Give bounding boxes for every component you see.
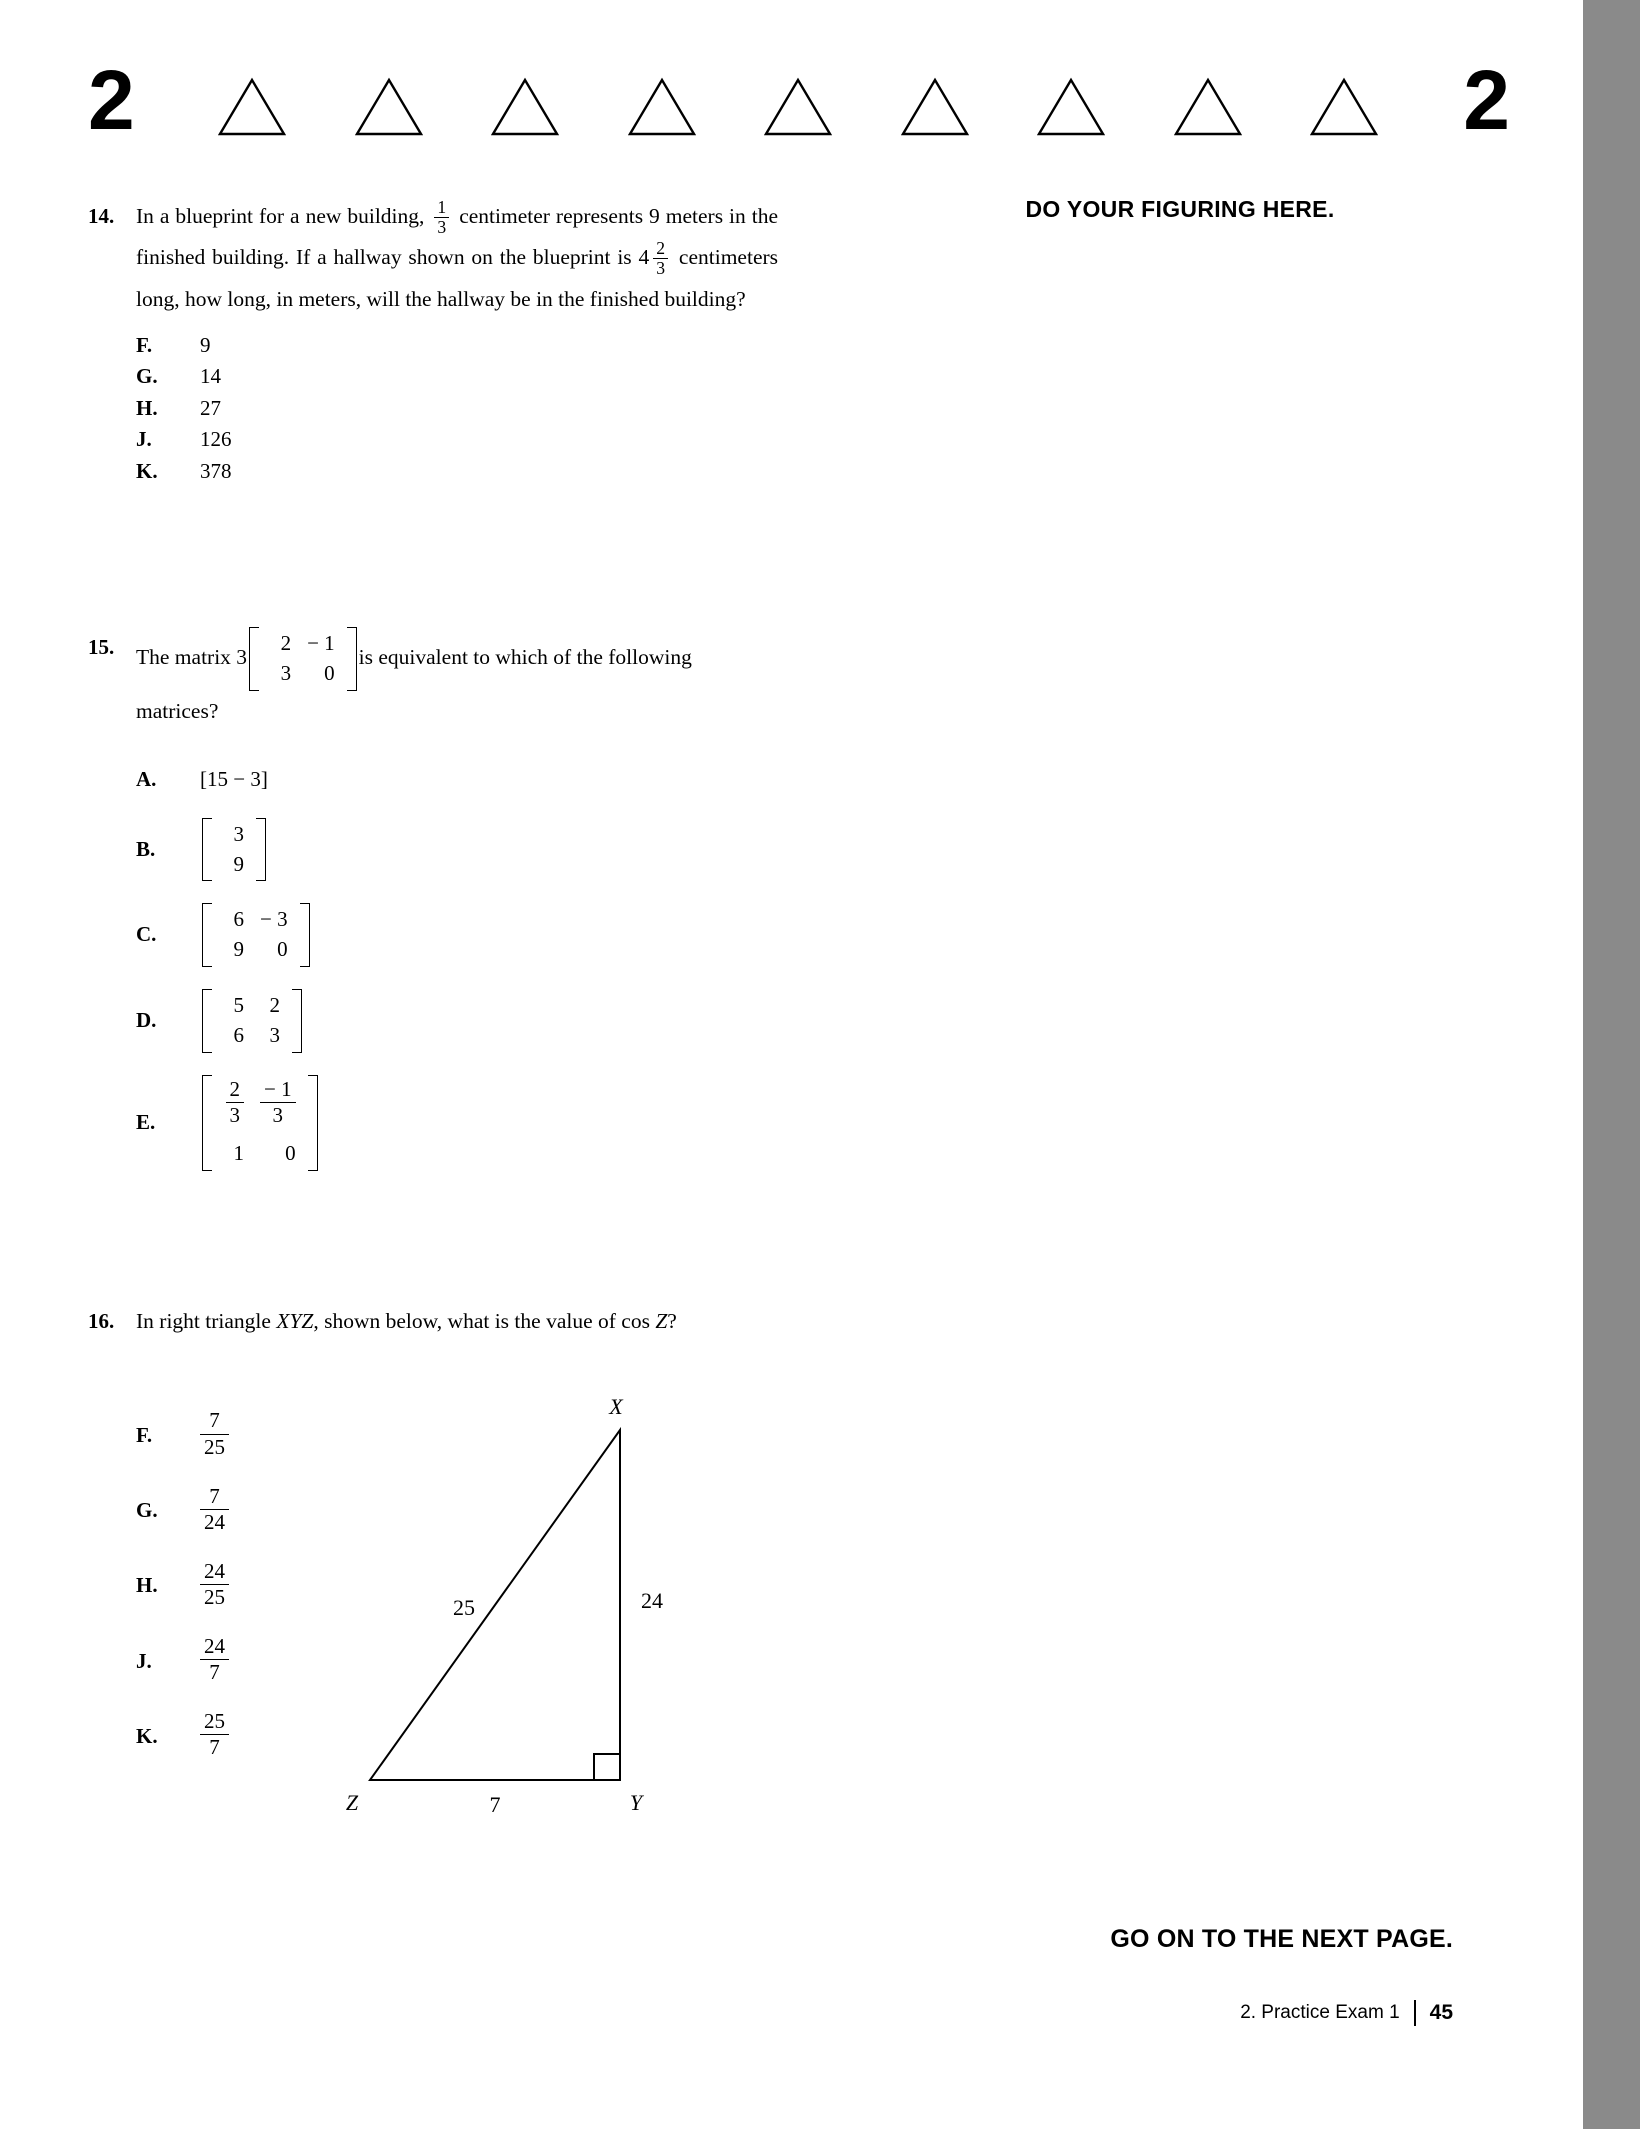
question-15-choices	[136, 764, 778, 1171]
choice-f-16[interactable]	[136, 1408, 336, 1463]
right-gutter-band	[1583, 0, 1640, 2129]
question-16-text-part1: In right triangle	[136, 1309, 271, 1334]
choice-b[interactable]	[136, 818, 778, 882]
choice-k[interactable]	[136, 456, 778, 488]
matrix-c: 6 − 3 9 0	[202, 903, 310, 967]
fraction-7-over-24: $\frac{7}{24}$	[200, 1484, 229, 1536]
question-15	[88, 627, 778, 1171]
mixed-number-four-and-two-thirds: 4 $\frac{2}{3}$	[639, 245, 679, 269]
question-14-text-part2: centimeter represents 9 meters in the finished building. If a hallway shown on the blueprint is	[136, 204, 779, 270]
triangle-icon	[764, 77, 832, 142]
question-16-text	[136, 1301, 778, 1342]
question-14-number: 14.	[88, 204, 115, 228]
page-header	[88, 53, 1508, 158]
matrix-stem: 2 − 1 3 0	[249, 627, 357, 691]
choice-f[interactable]	[136, 330, 778, 362]
fraction-two-thirds-e: $\frac{2}{3}$	[226, 1077, 245, 1129]
question-16-text-part2: , shown below, what is the value of cos	[313, 1309, 650, 1334]
choice-h-value: 27	[200, 395, 221, 420]
figuring-column	[860, 196, 1500, 223]
choice-j-value: 126	[200, 427, 232, 452]
matrix-e: $\frac{2}{3}$ $\frac{- 1}{3}$ 1 0	[202, 1075, 318, 1172]
choice-d-label: D.	[136, 1008, 157, 1032]
choice-h[interactable]	[136, 393, 778, 425]
choice-b-value	[182, 818, 268, 882]
question-16-text-part3: ?	[667, 1309, 677, 1334]
svg-text:X: X	[609, 1394, 623, 1419]
footer-section-label: 2. Practice Exam 1	[1240, 2002, 1400, 2023]
fraction-negative-one-third-e: $\frac{- 1}{3}$	[260, 1077, 296, 1129]
choice-c-label: C.	[136, 922, 157, 947]
choice-j-16-value	[182, 1634, 229, 1689]
header-section-number-left: 2	[88, 53, 133, 147]
choice-j[interactable]	[136, 424, 778, 456]
choice-f-16-label: F.	[136, 1423, 153, 1448]
choice-a-label: A.	[136, 767, 157, 792]
choice-g-16-label: G.	[136, 1498, 158, 1523]
choice-a-value: [15 − 3]	[200, 767, 268, 792]
question-14-text-part3: centimeters long, how long, in meters, will the hallway be in the finished building?	[136, 245, 779, 311]
question-16-choices	[136, 1408, 336, 1764]
triangle-icon	[1174, 77, 1242, 142]
choice-k-label: K.	[136, 458, 158, 483]
choice-e-value	[182, 1075, 320, 1172]
header-section-number-right: 2	[1463, 53, 1508, 147]
question-15-number: 15.	[88, 635, 115, 660]
choice-c-value	[182, 903, 312, 967]
fraction-24-over-25: $\frac{24}{25}$	[200, 1559, 229, 1611]
choice-j-label: J.	[136, 427, 152, 452]
question-14-text-part1: In a blueprint for a new building,	[136, 204, 425, 228]
question-14	[88, 196, 778, 487]
footer-divider	[1414, 2000, 1416, 2026]
choice-g-value: 14	[200, 364, 221, 389]
svg-text:Y: Y	[629, 1790, 643, 1815]
right-triangle-figure	[330, 1390, 690, 1820]
question-14-text	[136, 196, 778, 320]
choice-a[interactable]	[136, 764, 778, 796]
question-15-text-part1: The matrix 3	[136, 645, 248, 670]
choice-d-value	[182, 989, 304, 1053]
header-triangle-row	[218, 72, 1378, 142]
triangle-name: XYZ	[276, 1309, 314, 1334]
choice-g-16[interactable]	[136, 1484, 336, 1539]
choice-f-value: 9	[200, 332, 211, 357]
choice-h-label: H.	[136, 395, 158, 420]
choice-b-label: B.	[136, 836, 156, 861]
choice-h-16-value	[182, 1559, 229, 1614]
choice-g[interactable]	[136, 361, 778, 393]
fraction-one-third: $\frac{1}{3}$	[434, 198, 449, 236]
choice-g-16-value	[182, 1484, 229, 1539]
choice-e[interactable]	[136, 1075, 778, 1172]
choice-h-16[interactable]	[136, 1559, 336, 1614]
svg-text:24: 24	[641, 1588, 663, 1613]
footer-page-number: 45	[1429, 2001, 1453, 2024]
go-on-next-page-note: GO ON TO THE NEXT PAGE.	[1110, 1925, 1453, 1953]
choice-h-16-label: H.	[136, 1573, 158, 1598]
triangle-icon	[901, 77, 969, 142]
choice-j-16[interactable]	[136, 1634, 336, 1689]
triangle-icon	[628, 77, 696, 142]
question-14-choices	[136, 330, 778, 488]
question-15-text-part2: is equivalent to which of the following matrices?	[136, 645, 692, 723]
matrix-d: 5 2 6 3	[202, 989, 302, 1053]
angle-z: Z	[655, 1309, 668, 1334]
question-16-number: 16.	[88, 1309, 115, 1334]
do-your-figuring-here-note: DO YOUR FIGURING HERE.	[1025, 196, 1335, 222]
question-15-text	[136, 627, 778, 732]
fraction-7-over-25: $\frac{7}{25}$	[200, 1408, 229, 1460]
choice-c[interactable]	[136, 903, 778, 967]
fraction-24-over-7: $\frac{24}{7}$	[200, 1634, 229, 1686]
matrix-b: 3 9	[202, 818, 266, 882]
fraction-two-thirds: $\frac{2}{3}$	[653, 239, 668, 277]
triangle-icon	[218, 77, 286, 142]
choice-k-16-value	[182, 1709, 229, 1764]
choice-k-16-label: K.	[136, 1723, 158, 1748]
triangle-icon	[1037, 77, 1105, 142]
svg-text:7: 7	[489, 1792, 501, 1817]
page-footer	[1240, 2000, 1453, 2026]
choice-f-label: F.	[136, 332, 153, 357]
fraction-25-over-7: $\frac{25}{7}$	[200, 1709, 229, 1761]
choice-g-label: G.	[136, 364, 158, 389]
choice-k-value: 378	[200, 458, 232, 483]
svg-text:Z: Z	[345, 1790, 359, 1815]
choice-d[interactable]	[136, 989, 778, 1053]
triangle-icon	[355, 77, 423, 142]
svg-text:25: 25	[453, 1595, 475, 1620]
triangle-icon	[1310, 77, 1378, 142]
choice-k-16[interactable]	[136, 1709, 336, 1764]
choice-j-16-label: J.	[136, 1648, 152, 1673]
choice-e-label: E.	[136, 1110, 156, 1135]
triangle-icon	[491, 77, 559, 142]
choice-f-16-value	[182, 1408, 229, 1463]
